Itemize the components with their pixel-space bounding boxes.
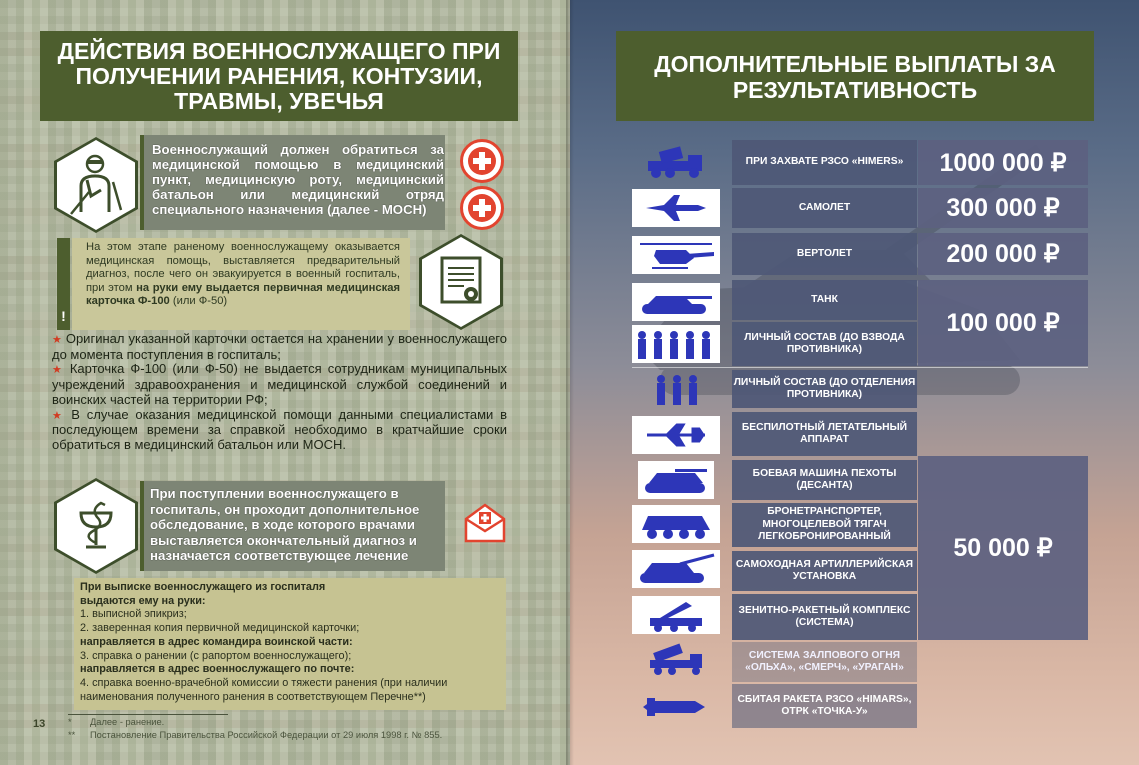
card-rules-list [52,332,507,453]
self-propelled-gun-icon [636,553,716,585]
right-page-title: ДОПОЛНИТЕЛЬНЫЕ ВЫПЛАТЫ ЗА РЕЗУЛЬТАТИВНОСТЬ [616,31,1094,121]
row-icon [632,236,720,274]
payout-label: ЛИЧНЫЙ СОСТАВ (ДО ВЗВОДА ПРОТИВНИКА) [732,322,917,366]
attention-bar [57,238,70,330]
divider [632,367,1088,368]
payout-label: ЗЕНИТНО-РАКЕТНЫЙ КОМПЛЕКС (СИСТЕМА) [732,594,917,640]
payout-label: СИСТЕМА ЗАЛПОВОГО ОГНЯ «ОЛЬХА», «СМЕРЧ», «УРАГАН» [732,642,917,682]
evacuation-box [72,238,410,330]
row-icon [632,640,720,678]
apc-icon [636,508,716,540]
right-page [570,0,1139,765]
row-icon [632,596,720,634]
evacuation-text: На этом этапе раненому военнослужащему оказывается медицинская помощь, выставляется предварительный диагноз, после чего он эвакуируется в военный госпиталь, при этом на руки ему выдается первичная медицинская карточка Ф-100 (или Ф-50) [86,241,400,307]
medical-cross-icon [460,139,504,183]
row-icon [632,688,720,726]
rocket-icon [641,696,711,718]
payout-amount: 300 000 ₽ [918,188,1088,228]
row-icon [646,371,706,409]
evacuation-card-text: на руки ему выдается первичная медицинская карточка Ф-100 [86,281,400,307]
list-item: ★ Карточка Ф-100 (или Ф-50) не выдается сотрудникам муниципальных учреждений здравоохранения и медицинской службой соединений и воинских частей на территории РФ; [52,362,507,407]
medical-card-icon [419,234,503,330]
discharge-documents-list: При выписке военнослужащего из госпиталя выдаются ему на руки: 1. выписной эпикриз; 2. заверенная копия первичной медицинской карточки; направляется в адрес командира воинской части: 3. справка о ранении (с рапортом военнослужащего); направляется в адрес военнослужащего по почте: 4. справка военно-врачебной комиссии о тяжести ранения (при наличии наименования полученного ранения в соответствующем Перечне**) [80,581,448,703]
squad-soldiers-icon [651,373,701,407]
payout-label: СБИТАЯ РАКЕТА РЗСО «HIMARS», ОТРК «ТОЧКА-У» [732,684,917,728]
page-spine [566,0,574,765]
mlrs-truck-icon [646,145,706,179]
bowl-of-hygieia-icon [54,478,138,574]
medical-help-text: Военнослужащий должен обратиться за медицинской помощью в медицинский пункт, медицинскую роту, медицинский батальон или медицинский отряд специального назначения (далее - МОСН) [152,142,444,217]
row-icon [632,416,720,454]
medical-cross-icon [460,186,504,230]
payout-label: САМОХОДНАЯ АРТИЛЛЕРИЙСКАЯ УСТАНОВКА [732,551,917,591]
payout-amount: 1000 000 ₽ [918,140,1088,185]
list-item: ★ В случае оказания медицинской помощи данными специалистами в последующем времени за справкой необходимо в кратчайшие сроки обратиться в медицинский батальон или МОСН. [52,408,507,453]
ifv-icon [641,465,711,495]
row-icon [638,461,714,499]
list-item: ★ Оригинал указанной карточки остается на хранении у военнослужащего до момента поступления в госпиталь; [52,332,507,362]
injured-soldier-icon [54,137,138,233]
left-page-title: ДЕЙСТВИЯ ВОЕННОСЛУЖАЩЕГО ПРИ ПОЛУЧЕНИИ РАНЕНИЯ, КОНТУЗИИ, ТРАВМЫ, УВЕЧЬЯ [40,31,518,121]
fighter-jet-icon [644,193,708,223]
medical-mail-icon [463,501,507,545]
footnote: * Далее - ранение. [68,717,165,727]
sam-system-icon [644,598,708,632]
exclamation-icon: ! [61,308,66,324]
row-icon [632,189,720,227]
payout-amount: 100 000 ₽ [918,280,1088,366]
medical-help-box [140,135,445,230]
footnote: ** Постановление Правительства Российской Федерации от 29 июля 1998 г. № 855. [68,730,443,740]
row-icon [632,550,720,588]
row-icon [632,505,720,543]
hospital-box [140,481,445,571]
row-icon [632,283,720,321]
footnotes [68,716,538,742]
drone-icon [643,421,709,449]
platoon-soldiers-icon [634,327,718,361]
payout-label: ТАНК [732,280,917,320]
row-icon [632,325,720,363]
helicopter-icon [636,240,716,270]
page-number: 13 [33,718,46,730]
discharge-documents-box [74,578,506,710]
hospital-text: При поступлении военнослужащего в госпиталь, он проходит дополнительное обследование, в ходе которого врачами выставляется окончательный диагноз и назначается соответствующее лечение [150,486,420,563]
payout-label: САМОЛЕТ [732,188,917,228]
payout-label: БЕСПИЛОТНЫЙ ЛЕТАТЕЛЬНЫЙ АППАРАТ [732,412,917,456]
tank-icon [638,288,714,316]
payout-label: БРОНЕТРАНСПОРТЕР, МНОГОЦЕЛЕВОЙ ТЯГАЧ ЛЕГКОБРОНИРОВАННЫЙ [732,503,917,547]
mlrs-launcher-icon [644,642,708,676]
row-icon [632,143,720,181]
payout-label: БОЕВАЯ МАШИНА ПЕХОТЫ (ДЕСАНТА) [732,460,917,500]
payout-label: ПРИ ЗАХВАТЕ РЗСО «HIMERS» [732,140,917,185]
payout-amount: 50 000 ₽ [918,456,1088,640]
payout-amount: 200 000 ₽ [918,233,1088,275]
payout-label: ЛИЧНЫЙ СОСТАВ (ДО ОТДЕЛЕНИЯ ПРОТИВНИКА) [732,370,917,408]
payout-label: ВЕРТОЛЕТ [732,233,917,275]
